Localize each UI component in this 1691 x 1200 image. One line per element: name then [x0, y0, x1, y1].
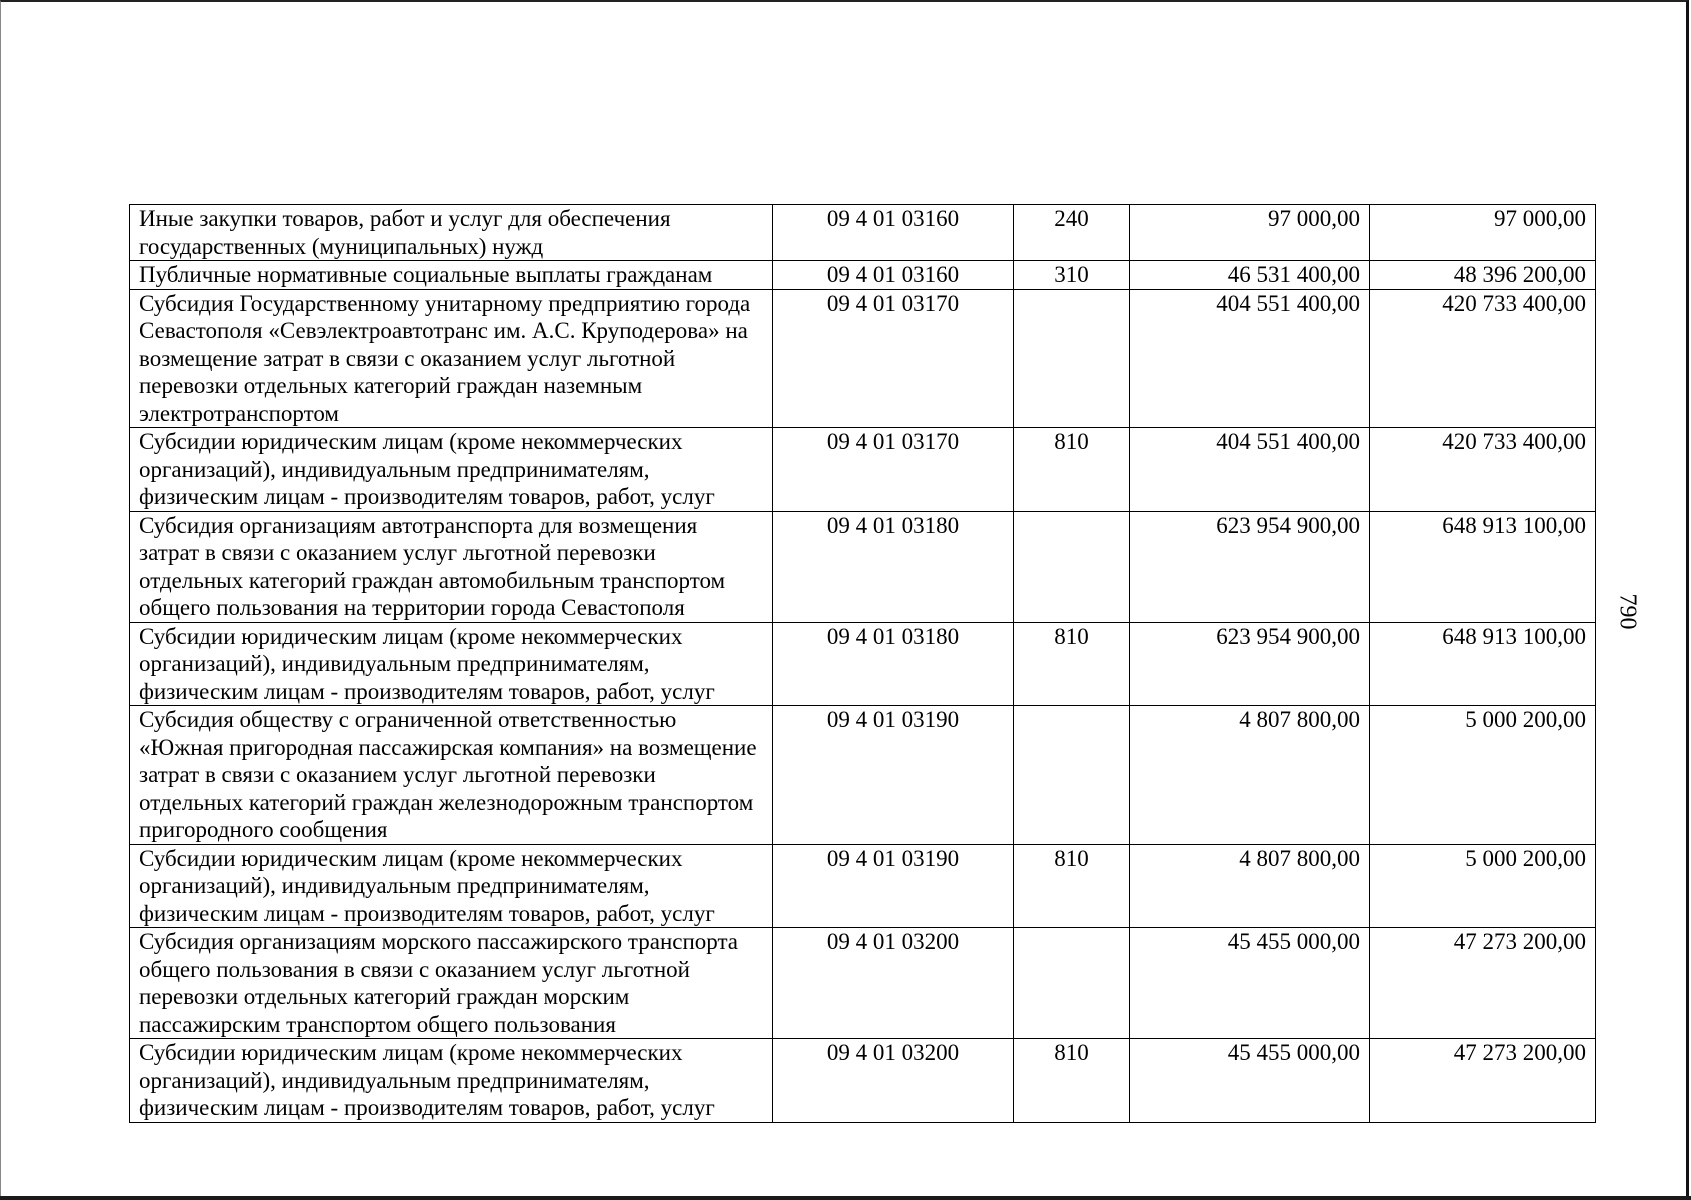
cell-csr: 09 4 01 03170 — [773, 428, 1014, 512]
cell-year1: 623 954 900,00 — [1130, 511, 1370, 622]
cell-vr: 310 — [1014, 261, 1130, 290]
cell-year2: 5 000 200,00 — [1370, 706, 1596, 845]
cell-year2: 5 000 200,00 — [1370, 844, 1596, 928]
table-row — [130, 289, 1596, 428]
cell-year2: 420 733 400,00 — [1370, 428, 1596, 512]
cell-year1: 4 807 800,00 — [1130, 844, 1370, 928]
cell-year1: 623 954 900,00 — [1130, 622, 1370, 706]
cell-vr — [1014, 289, 1130, 428]
table-row — [130, 261, 1596, 290]
cell-csr: 09 4 01 03180 — [773, 511, 1014, 622]
cell-name: Субсидии юридическим лицам (кроме некоммерческих организаций), индивидуальным предпринимателям, физическим лицам - производителям товаров, работ, услуг — [130, 428, 773, 512]
table-row — [130, 428, 1596, 512]
cell-csr: 09 4 01 03160 — [773, 205, 1014, 261]
cell-csr: 09 4 01 03200 — [773, 1039, 1014, 1123]
cell-name: Субсидия организациям автотранспорта для возмещения затрат в связи с оказанием услуг льготной перевозки отдельных категорий граждан автомобильным транспортом общего пользования на территории города Севастополя — [130, 511, 773, 622]
cell-name: Иные закупки товаров, работ и услуг для обеспечения государственных (муниципальных) нужд — [130, 205, 773, 261]
cell-vr: 810 — [1014, 428, 1130, 512]
cell-csr: 09 4 01 03190 — [773, 844, 1014, 928]
cell-name: Субсидии юридическим лицам (кроме некоммерческих организаций), индивидуальным предпринимателям, физическим лицам - производителям товаров, работ, услуг — [130, 1039, 773, 1123]
cell-csr: 09 4 01 03190 — [773, 706, 1014, 845]
cell-year1: 4 807 800,00 — [1130, 706, 1370, 845]
cell-year1: 46 531 400,00 — [1130, 261, 1370, 290]
cell-year1: 404 551 400,00 — [1130, 289, 1370, 428]
cell-name: Субсидия обществу с ограниченной ответственностью «Южная пригородная пассажирская компания» на возмещение затрат в связи с оказанием услуг льготной перевозки отдельных категорий граждан железнодорожным транспортом пригородного сообщения — [130, 706, 773, 845]
cell-year2: 47 273 200,00 — [1370, 1039, 1596, 1123]
cell-vr: 810 — [1014, 622, 1130, 706]
cell-csr: 09 4 01 03200 — [773, 928, 1014, 1039]
table-row — [130, 511, 1596, 622]
cell-csr: 09 4 01 03160 — [773, 261, 1014, 290]
cell-name: Субсидия Государственному унитарному предприятию города Севастополя «Севэлектроавтотранс им. А.С. Круподерова» на возмещение затрат в связи с оказанием услуг льготной перевозки отдельных категорий граждан наземным электротранспортом — [130, 289, 773, 428]
cell-year2: 648 913 100,00 — [1370, 622, 1596, 706]
cell-year2: 97 000,00 — [1370, 205, 1596, 261]
cell-year2: 48 396 200,00 — [1370, 261, 1596, 290]
cell-year1: 97 000,00 — [1130, 205, 1370, 261]
cell-vr: 810 — [1014, 844, 1130, 928]
table-row — [130, 928, 1596, 1039]
cell-name: Субсидии юридическим лицам (кроме некоммерческих организаций), индивидуальным предпринимателям, физическим лицам - производителям товаров, работ, услуг — [130, 844, 773, 928]
cell-year2: 648 913 100,00 — [1370, 511, 1596, 622]
cell-vr — [1014, 928, 1130, 1039]
cell-name: Субсидии юридическим лицам (кроме некоммерческих организаций), индивидуальным предпринимателям, физическим лицам - производителям товаров, работ, услуг — [130, 622, 773, 706]
cell-year1: 404 551 400,00 — [1130, 428, 1370, 512]
cell-year2: 47 273 200,00 — [1370, 928, 1596, 1039]
cell-year2: 420 733 400,00 — [1370, 289, 1596, 428]
cell-name: Субсидия организациям морского пассажирского транспорта общего пользования в связи с оказанием услуг льготной перевозки отдельных категорий граждан морским пассажирским транспортом общего пользования — [130, 928, 773, 1039]
budget-table — [129, 204, 1596, 1123]
page-number: 790 — [1614, 593, 1641, 630]
cell-year1: 45 455 000,00 — [1130, 1039, 1370, 1123]
cell-year1: 45 455 000,00 — [1130, 928, 1370, 1039]
cell-csr: 09 4 01 03170 — [773, 289, 1014, 428]
cell-vr — [1014, 511, 1130, 622]
cell-name: Публичные нормативные социальные выплаты гражданам — [130, 261, 773, 290]
cell-vr — [1014, 706, 1130, 845]
table-row — [130, 706, 1596, 845]
cell-csr: 09 4 01 03180 — [773, 622, 1014, 706]
cell-vr: 240 — [1014, 205, 1130, 261]
scan-bottom-edge — [0, 1196, 1691, 1200]
cell-vr: 810 — [1014, 1039, 1130, 1123]
table-row — [130, 622, 1596, 706]
table-row — [130, 1039, 1596, 1123]
table-row — [130, 844, 1596, 928]
table-row — [130, 205, 1596, 261]
